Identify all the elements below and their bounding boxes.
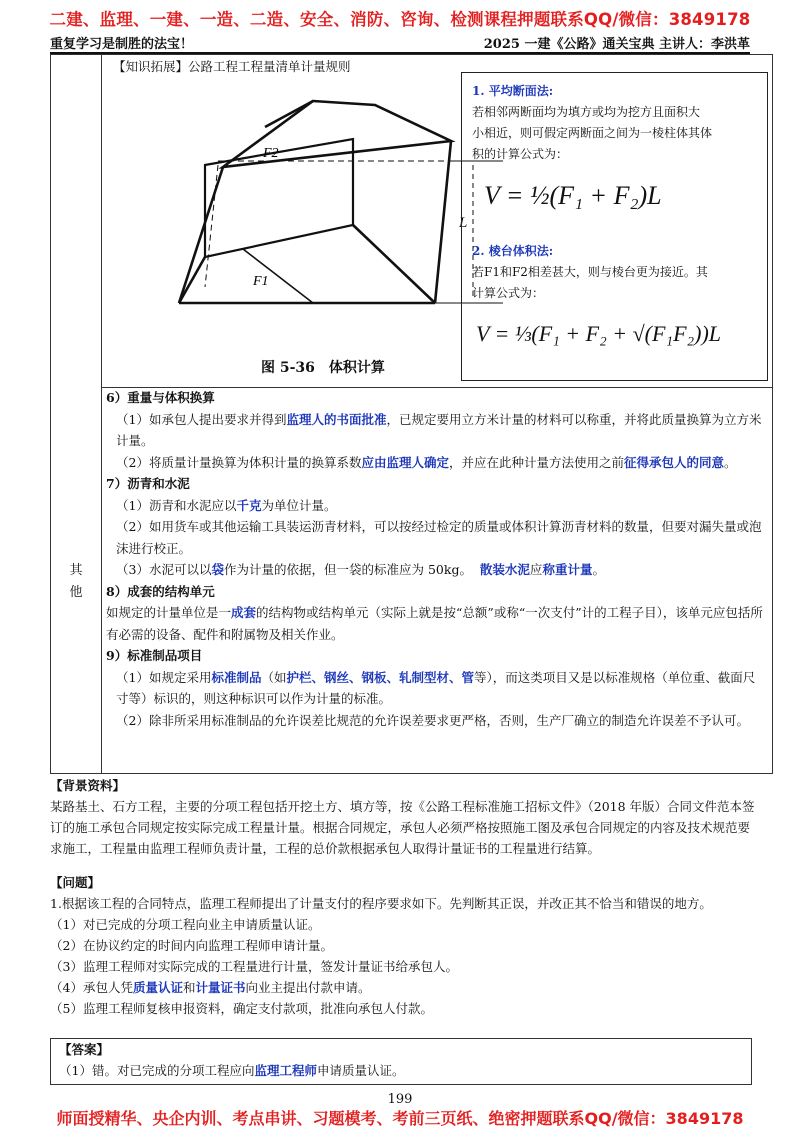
- header-book-info: 2025 一建《公路》通关宝典 主讲人：李洪革: [483, 37, 750, 52]
- method1-formula: V = ½(F₁ + F₂)L: [484, 181, 662, 210]
- page-number: 199: [387, 1092, 413, 1107]
- question-title: 【问题】: [50, 875, 101, 890]
- header-motto: 重复学习是制胜的法宝！: [50, 37, 194, 52]
- question-intro: 1.根据该工程的合同特点，监理工程师提出了计量支付的程序要求如下。先判断其正误，并改正其不恰当和错误的地方。: [50, 896, 712, 911]
- label-f2: F2: [263, 146, 279, 161]
- answer-title: 【答案】: [59, 1042, 110, 1057]
- method1-desc-2: 小相近，则可假定两断面之间为一棱柱体其体: [472, 126, 713, 140]
- background-text: 某路基土、石方工程，主要的分项工程包括开挖土方、填方等，按《公路工程标准施工招标文件》（2018 年版）合同文件范本签订的施工承包合同规定按实际完成工程量计量。根据合同规定，承包人必须严格按照施工图及承包合同规定的内容及技术规范要求施工，工程量由监理工程师负责计量，工程的总价款根据承包人取得计量证书的工程量进行结算。: [50, 799, 755, 856]
- label-f1: F1: [253, 274, 269, 289]
- section-7-p3: （3）水泥可以以袋作为计量的依据，但一袋的标准应为 50kg。 散装水泥应称重计量。: [116, 562, 605, 577]
- section-7-p1: （1）沥青和水泥应以千克为单位计量。: [116, 497, 337, 513]
- section-9-title: 9）标准制品项目: [106, 648, 203, 663]
- method1-desc-1: 若相邻两断面均为填方或均为挖方且面积大: [472, 105, 701, 119]
- question-item: （5）监理工程师复核申报资料，确定支付款项，批准向承包人付款。: [50, 1001, 433, 1016]
- prism-edge: [353, 225, 435, 303]
- prism-top-face: [223, 101, 451, 167]
- prism-edge: [179, 167, 223, 303]
- method2-desc-2: 计算公式为：: [472, 286, 545, 300]
- formula-box: [461, 72, 768, 381]
- section-7-title: 7）沥青和水泥: [106, 476, 190, 491]
- table-column-divider: [101, 55, 102, 773]
- section-9-p2: （2）除非所采用标准制品的允许误差比规范的允许误差要求更严格，否则，生产厂确立的制造允许误差不予认可。: [116, 712, 749, 728]
- answer-item: （1）错。对已完成的分项工程应向监理工程师申请质量认证。: [59, 1063, 405, 1078]
- answer-box: [50, 1038, 752, 1085]
- question-item: （1）对已完成的分项工程向业主申请质量认证。: [50, 917, 321, 932]
- section-8-p1: 如规定的计量单位是一成套的结构物或结构单元（实际上就是按“总额”或称“一次支付”计的工程子目），该单元应包括所有必需的设备、配件和附属物及相关作业。: [106, 605, 763, 642]
- side-label: 其 他: [69, 563, 83, 600]
- background-section: [50, 775, 760, 859]
- section-9-p1: （1）如规定采用标准制品（如护栏、钢丝、钢板、轧制型材、管等），而这类项目又是以标准规格（单位重、截面尺寸等）标识的，则这种标识可以作为计量的标准。: [116, 669, 756, 706]
- knowledge-title: 【知识拓展】公路工程工程量清单计量规则: [113, 59, 351, 74]
- rules-content: [106, 387, 766, 731]
- dashed-guide: [205, 165, 218, 287]
- section-8-title: 8）成套的结构单元: [106, 583, 215, 599]
- section-6-p1: （1）如承包人提出要求并得到监理人的书面批准，已规定要用立方米计量的材料可以称重，并将此质量换算为立方米计量。: [116, 411, 762, 448]
- bottom-banner: 师面授精华、央企内训、考点串讲、习题模考、考前三页纸、绝密押题联系QQ/微信：3849178: [56, 1109, 744, 1128]
- question-section: [50, 872, 760, 1019]
- label-l: L: [459, 215, 468, 231]
- question-item: （2）在协议约定的时间内向监理工程师申请计量。: [50, 938, 333, 953]
- prism-edge: [435, 141, 451, 303]
- question-item: （3）监理工程师对实际完成的工程量进行计量，签发计量证书给承包人。: [50, 959, 458, 974]
- page-header: [50, 32, 750, 54]
- method2-desc-1: 若F1和F2相差甚大，则与棱台更为接近。其: [472, 265, 708, 279]
- section-f2: [205, 139, 353, 257]
- section-6-title: 6）重量与体积换算: [106, 390, 215, 405]
- question-item: （4）承包人凭质量认证和计量证书向业主提出付款申请。: [50, 980, 371, 995]
- figure-caption: 图 5-36 体积计算: [261, 360, 385, 376]
- top-banner: 二建、监理、一建、一造、二造、安全、消防、咨询、检测课程押题联系QQ/微信：3849178: [49, 10, 751, 29]
- volume-figure: [113, 77, 468, 347]
- prism-edge: [265, 101, 313, 127]
- method2-title: 2. 棱台体积法:: [472, 244, 554, 258]
- method2-formula: V = ⅓(F₁ + F₂ + √(F₁F₂))L: [476, 321, 722, 346]
- section-6-p2: （2）将质量计量换算为体积计量的换算系数应由监理人确定，并应在此种计量方法使用之前征得承包人的同意。: [116, 454, 737, 470]
- section-7-p2: （2）如用货车或其他运输工具装运沥青材料，可以按经过检定的质量或体积计算沥青材料的数量，但要对漏失量或泡沫进行校正。: [116, 519, 762, 556]
- background-title: 【背景资料】: [50, 778, 126, 793]
- method1-desc-3: 积的计算公式为：: [472, 147, 569, 161]
- method1-title: 1. 平均断面法:: [472, 84, 554, 98]
